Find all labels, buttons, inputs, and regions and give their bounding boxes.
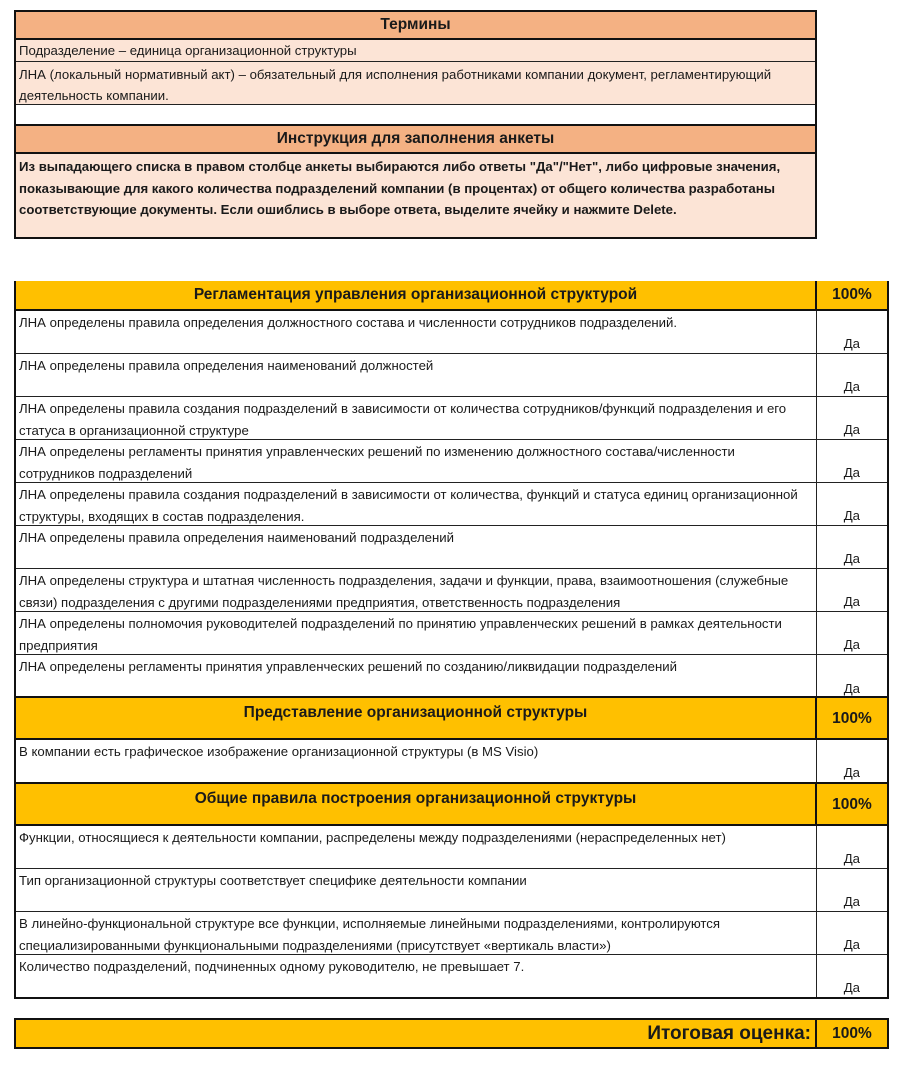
section-title: Общие правила построения организационной структуры [16, 784, 817, 824]
question-row [16, 354, 887, 397]
answer-value[interactable]: Да [843, 422, 860, 437]
answer-value[interactable]: Да [843, 379, 860, 394]
question-row [16, 826, 887, 869]
answer-value[interactable]: Да [843, 637, 860, 652]
section-score[interactable]: 100% [832, 286, 872, 303]
question-text[interactable]: ЛНА определены регламенты принятия управленческих решений по созданию/ликвидации подразделений [16, 655, 817, 698]
answer-value[interactable]: Да [843, 765, 860, 780]
answer-value[interactable]: Да [843, 336, 860, 351]
answer-value[interactable]: Да [843, 551, 860, 566]
answer-cell[interactable] [817, 740, 887, 782]
section-header [16, 782, 887, 826]
section-header [16, 281, 887, 311]
question-row [16, 612, 887, 655]
section-score[interactable]: 100% [832, 710, 872, 727]
answer-cell[interactable] [817, 483, 887, 525]
question-text[interactable]: ЛНА определены правила определения наименований подразделений [16, 526, 817, 568]
question-text[interactable]: ЛНА определены правила создания подразделений в зависимости от количества, функций и статуса единиц организационной структуры, входящих в состав подразделения. [16, 483, 817, 525]
empty-row[interactable] [16, 105, 815, 126]
question-text[interactable]: ЛНА определены структура и штатная численность подразделения, задачи и функции, права, взаимоотношения (служебные связи) подразделения с другими подразделениями предприятия, ответственность подразделения [16, 569, 817, 611]
answer-value[interactable]: Да [843, 681, 860, 696]
answer-cell[interactable] [817, 826, 887, 868]
answer-cell[interactable] [817, 655, 887, 698]
terms-table [14, 10, 817, 239]
section-header [16, 696, 887, 740]
question-row [16, 740, 887, 782]
answer-cell[interactable] [817, 612, 887, 654]
total-score-row [14, 1018, 889, 1049]
question-row [16, 912, 887, 955]
question-text[interactable]: Количество подразделений, подчиненных одному руководителю, не превышает 7. [16, 955, 817, 997]
total-label: Итоговая оценка: [16, 1020, 817, 1047]
answer-cell[interactable] [817, 354, 887, 396]
question-text[interactable]: ЛНА определены полномочия руководителей подразделений по принятию управленческих решений в рамках деятельности предприятия [16, 612, 817, 654]
question-row [16, 483, 887, 526]
question-row [16, 955, 887, 997]
answer-value[interactable]: Да [843, 894, 860, 909]
answer-cell[interactable] [817, 397, 887, 439]
answer-cell[interactable] [817, 311, 887, 353]
question-row [16, 869, 887, 912]
answer-value[interactable]: Да [843, 851, 860, 866]
answer-cell[interactable] [817, 526, 887, 568]
question-text[interactable]: Функции, относящиеся к деятельности компании, распределены между подразделениями (нераспределенных нет) [16, 826, 817, 868]
section-title: Регламентация управления организационной структурой [16, 281, 817, 309]
instructions-text[interactable]: Из выпадающего списка в правом столбце анкеты выбираются либо ответы "Да"/"Нет", либо цифровые значения, показывающие для какого количества подразделений компании (в процентах) от общего количества разработаны соответствующие документы. Если ошиблись в выборе ответа, выделите ячейку и нажмите Delete. [16, 154, 815, 237]
question-text[interactable]: ЛНА определены регламенты принятия управленческих решений по изменению должностного состава/численности сотрудников подразделений [16, 440, 817, 482]
question-text[interactable]: ЛНА определены правила определения должностного состава и численности сотрудников подразделений. [16, 311, 817, 353]
question-row [16, 440, 887, 483]
question-row [16, 569, 887, 612]
section-score[interactable]: 100% [832, 796, 872, 813]
section-title: Представление организационной структуры [16, 698, 817, 738]
question-text[interactable]: ЛНА определены правила создания подразделений в зависимости от количества сотрудников/функций подразделения и его статуса в организационной структуре [16, 397, 817, 439]
answer-cell[interactable] [817, 440, 887, 482]
question-text[interactable]: Тип организационной структуры соответствует специфике деятельности компании [16, 869, 817, 911]
answer-cell[interactable] [817, 569, 887, 611]
question-text[interactable]: В компании есть графическое изображение организационной структуры (в MS Visio) [16, 740, 817, 782]
total-score[interactable]: 100% [832, 1025, 872, 1042]
answer-value[interactable]: Да [843, 465, 860, 480]
question-text[interactable]: ЛНА определены правила определения наименований должностей [16, 354, 817, 396]
answer-value[interactable]: Да [843, 937, 860, 952]
answer-cell[interactable] [817, 955, 887, 997]
answer-value[interactable]: Да [843, 594, 860, 609]
questionnaire-table [14, 281, 889, 999]
question-row [16, 655, 887, 698]
term-item[interactable]: Подразделение – единица организационной структуры [16, 40, 815, 62]
question-row [16, 526, 887, 569]
answer-value[interactable]: Да [843, 980, 860, 995]
instructions-header: Инструкция для заполнения анкеты [16, 126, 815, 154]
answer-value[interactable]: Да [843, 508, 860, 523]
question-text[interactable]: В линейно-функциональной структуре все функции, исполняемые линейными подразделениями, контролируются специализированными функциональными подразделениями (присутствует «вертикаль власти») [16, 912, 817, 954]
answer-cell[interactable] [817, 869, 887, 911]
answer-cell[interactable] [817, 912, 887, 954]
term-item[interactable]: ЛНА (локальный нормативный акт) – обязательный для исполнения работниками компании документ, регламентирующий деятельность компании. [16, 62, 815, 105]
question-row [16, 311, 887, 354]
question-row [16, 397, 887, 440]
terms-header: Термины [16, 12, 815, 40]
